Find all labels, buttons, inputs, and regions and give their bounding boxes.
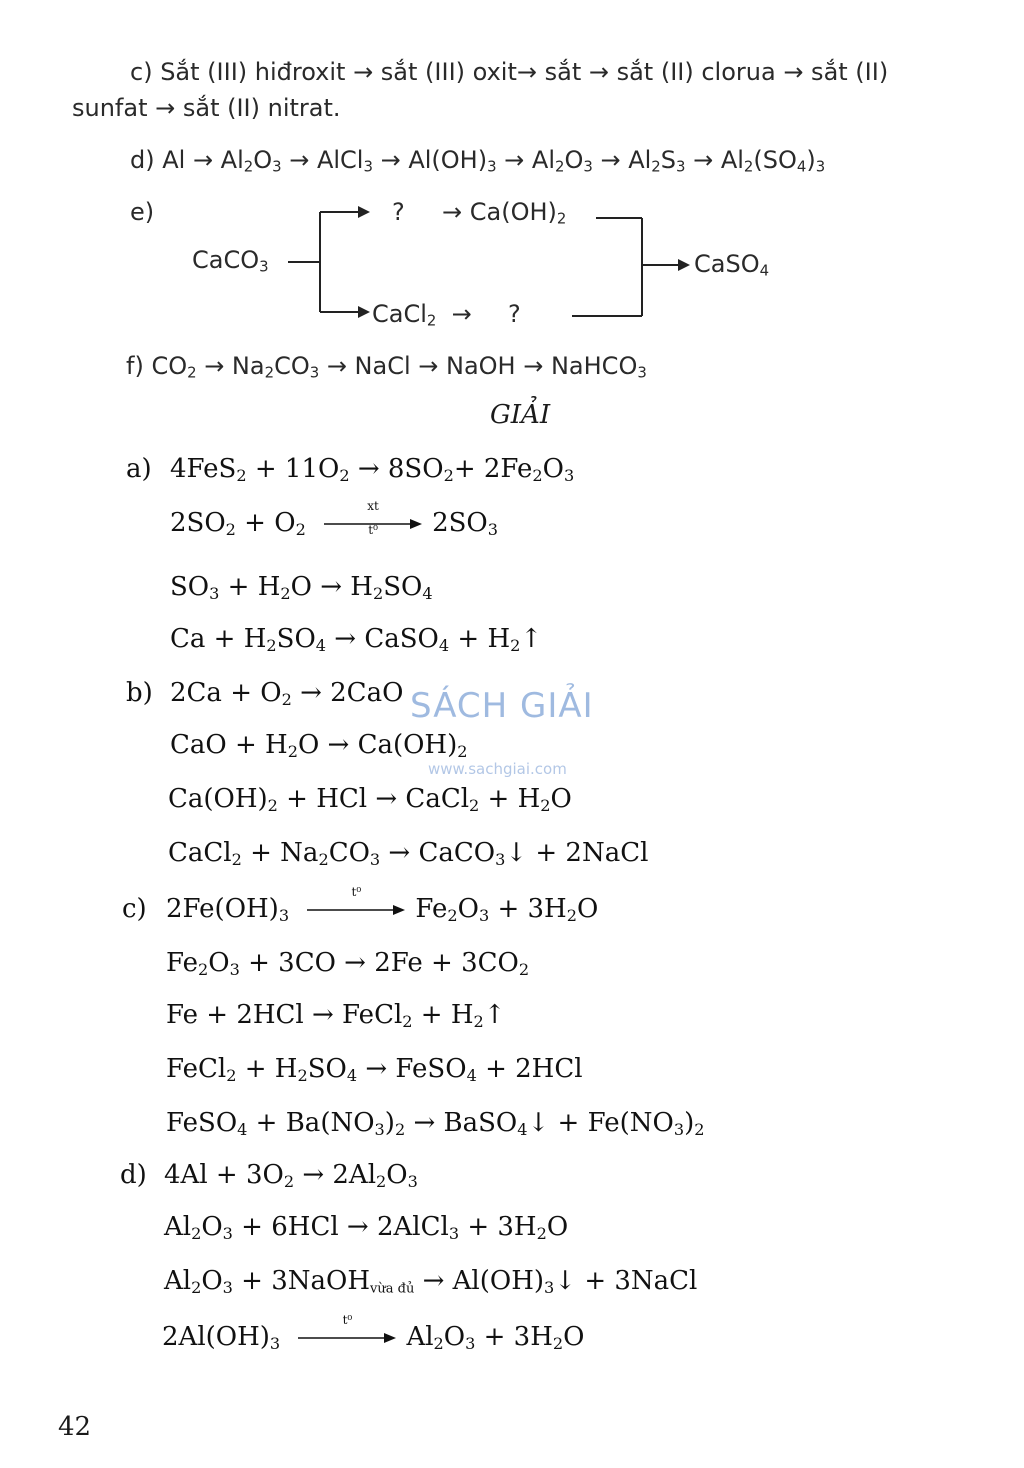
e-caso4: CaSO$_4$	[694, 250, 770, 280]
e-question-1: ?	[392, 198, 405, 226]
problem-d-line: d) $Al \to Al_2O_3$ → AlCl$_3$ → $Al(OH)_3 \to Al_2O_3 \to Al_2S_3 \to Al_2(SO_4)_3$	[130, 146, 826, 176]
e-question-2: ?	[508, 300, 521, 328]
eq-b4: CaCl$_2$ + $Na_2CO_3$ → CaCO$_3$↓ + 2NaCl	[168, 838, 649, 870]
eq-d1: $4Al + 3O_2 \to 2Al_2O_3$	[164, 1160, 418, 1192]
e-caoh2: → $Ca(OH)_2$	[442, 198, 567, 228]
e-diagram-lines	[280, 200, 700, 330]
eq-d2: $Al_2O_3 + 6HCl$ → 2AlCl$_3$ + $3H_2O$	[164, 1212, 569, 1244]
sachgiai-watermark	[410, 686, 620, 782]
arrow-t0-d: t⁰	[298, 1325, 396, 1351]
page-number: 42	[58, 1412, 92, 1442]
eq-c3: Fe + 2HCl → FeCl$_2$ + $H_2↑$	[166, 1000, 506, 1032]
eq-b3: $Ca(OH)_2$ + HCl → CaCl$_2$ + $H_2O$	[168, 784, 572, 816]
solution-d-label: d)	[120, 1160, 147, 1190]
eq-b2: CaO + $H_2O \to Ca(OH)_2$	[170, 730, 468, 762]
watermark-brand: SÁCH GIẢI	[410, 686, 594, 726]
watermark-url: www.sachgiai.com	[428, 760, 567, 778]
eq-d3: $Al_2O_3$ + 3NaOH$_{vừa đủ}$ → $Al(OH)_3↓$ + 3NaCl	[164, 1266, 698, 1298]
arrow-xt-t0: xt t⁰	[324, 511, 422, 537]
eq-d4: $2Al(OH)_3$ t⁰ $Al_2O_3 + 3H_2O$	[162, 1313, 585, 1354]
eq-a2: $2SO_2 + O_2$ xt t⁰ $2SO_3$	[170, 499, 498, 540]
problem-e-label: e)	[130, 198, 155, 226]
eq-c4: FeCl$_2$ + $H_2SO_4$ → FeSO$_4$ + 2HCl	[166, 1054, 583, 1086]
arrow-t0-c: t⁰	[307, 897, 405, 923]
problem-c-line2: sunfat → sắt (II) nitrat.	[72, 94, 341, 122]
solution-a-label: a)	[126, 454, 152, 484]
e-cacl2: CaCl$_2$ →	[372, 300, 487, 330]
eq-b1: $2Ca + O_2 \to 2CaO$	[170, 678, 404, 710]
eq-c2: $Fe_2O_3 + 3CO \to 2Fe + 3CO_2$	[166, 948, 530, 980]
eq-a4: $Ca + H_2SO_4$ → CaSO$_4$ + $H_2↑$	[170, 624, 543, 656]
eq-a1: $4FeS_2 + 11O_2 \to 8SO_2+ 2Fe_2O_3$	[170, 454, 575, 486]
problem-f-line: f) $CO_2 \to Na_2CO_3$ → NaCl → NaOH → NaHCO$_3$	[126, 352, 647, 382]
eq-a3: $SO_3 + H_2O \to H_2SO_4$	[170, 572, 433, 604]
solution-heading: GIẢI	[490, 400, 551, 430]
eq-c5: FeSO$_4$ + $Ba(NO_3)_2$ → BaSO$_4$↓ + $Fe(NO_3)_2$	[166, 1108, 705, 1140]
solution-c-label: c)	[122, 894, 147, 924]
solution-b-label: b)	[126, 678, 153, 708]
problem-d-label: d) Al → Al	[130, 146, 244, 174]
problem-c-line1: c) Sắt (III) hiđroxit → sắt (III) oxit→ sắt → sắt (II) clorua → sắt (II)	[130, 58, 889, 86]
eq-c1: $2Fe(OH)_3$ t⁰ $Fe_2O_3 + 3H_2O$	[166, 885, 599, 926]
e-caco3: CaCO$_3$	[192, 246, 269, 276]
